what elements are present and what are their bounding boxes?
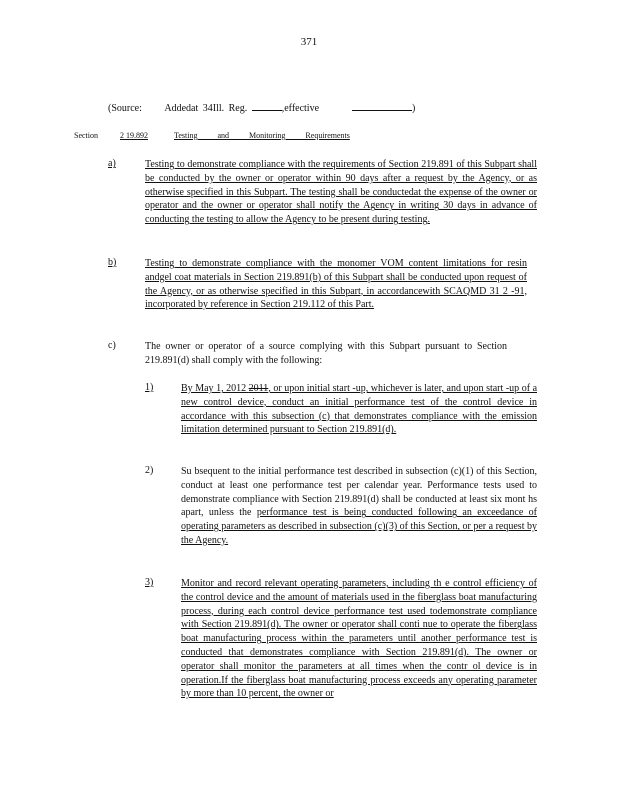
subitem-1-text-after: , or upon initial start -up, whichever is later, and upon start -up of a new control device, conduct an initial performance test of the control device in accordance with this subsection (c) that demonstrates compliance with the emission limitation determined pursuant to Section 219.891(d). xyxy=(181,383,538,436)
item-a-marker: a) xyxy=(108,158,116,169)
subitem-1-marker: 1) xyxy=(145,382,154,393)
section-title: Testing and Monitoring Requirements xyxy=(174,131,350,140)
item-c-text: The owner or operator of a source complying with this Subpart pursuant to Section 219.891(d) shall comply with the following: xyxy=(145,341,507,366)
subitem-1-text-before: By May 1, 2012 xyxy=(181,383,247,394)
item-b-marker: b) xyxy=(108,257,117,268)
section-label: Section xyxy=(74,131,98,140)
subitem-3-text: Monitor and record relevant operating parameters, including th e control efficiency of the control device and the amount of materials used in the fiberglass boat manufacturing process, during each control device performance test used todemonstrate compliance with Section 219.891(d). The owner or operator shall conti nue to operate the fiberglass boat manufacturing process within the parameters until another performance test is conducted that demonstrates compliance with Section 219.891(d). The owner or operator shall monitor the parameters at all times when the contr ol device is in operation.If the fiberglass boat manufacturing process exceeds any operating parameter by more than 10 percent, the owner or xyxy=(181,578,537,700)
source-amended: Addedat xyxy=(164,103,199,114)
item-c-marker: c) xyxy=(108,340,116,351)
subitem-2-text-plain: Su bsequent to the initial performance test described in subsection (c)(1) of this Section, conduct at least one performance test per calendar year. Performance tests used to demonstrate compliance with Section 219.891(d) shall be conducted at least six mont hs apart, unless the xyxy=(181,466,537,519)
source-reg: Reg. xyxy=(228,103,248,114)
source-note xyxy=(108,101,415,114)
source-suffix: ) xyxy=(412,103,416,114)
subitem-1-text xyxy=(181,382,537,437)
item-a-text: Testing to demonstrate compliance with the requirements of Section 219.891 of this Subpart shall be conducted by the owner or operator within 90 days after a request by the Agency, or as otherwise specified in this Subpart. The testing shall be conductedat the expense of the owner or operator and the owner or operator shall notify the Agency in writing 30 days in advance of conducting the testing to allow the Agency to be present during testing. xyxy=(145,159,537,226)
source-blank-date xyxy=(352,101,412,111)
subitem-1-struck-text: 2011 xyxy=(248,383,269,394)
source-citation: 34Ill. xyxy=(202,103,225,114)
source-effective: ,effective xyxy=(281,103,320,114)
item-b-text: Testing to demonstrate compliance with the monomer VOM content limitations for resin andgel coat materials in Section 219.891(b) of this Subpart shall be conducted upon request of the Agency, or as otherwise specified in this Subpart, in accordancewith SCAQMD 31 2 -91, incorporated by reference in Section 219.112 of this Part. xyxy=(145,258,527,311)
source-prefix: (Source: xyxy=(108,103,142,114)
page-number: 371 xyxy=(300,36,318,48)
section-heading xyxy=(74,131,382,140)
section-number: 2 19.892 xyxy=(120,131,148,140)
subitem-2-text-underlined: performance test is being conducted following an exceedance of operating parameters as described in subsection (c)(3) of this Section, or per a request by the Agency. xyxy=(181,507,538,546)
subitem-2-text xyxy=(181,465,537,548)
subitem-3-marker: 3) xyxy=(145,577,154,588)
source-blank-page xyxy=(252,101,282,111)
subitem-2-marker: 2) xyxy=(145,465,154,476)
